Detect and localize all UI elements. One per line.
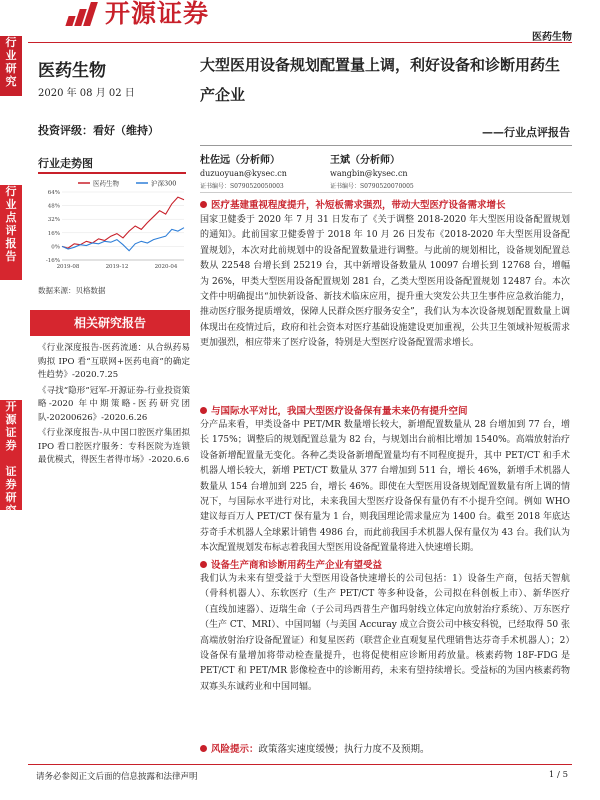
x-tick-label: 2019-08 (56, 264, 80, 270)
side-tab-char: 究 (5, 504, 17, 517)
section-body: 我们认为未来有望受益于大型医用设备快速增长的公司包括：1）设备生产商，包括天智航（骨科机器人）、东软医疗（生产 PET/CT 等多种设备，公司拟在科创板上市）、新华医疗（直线加速器）、迈瑞生命（子公司玛西普生产伽玛射线立体定向放射治疗系统）、万东医疗（生产 CT、MRI）、中国同辐（与美国 Accuray 成立合资公司中核安科锐，已经取得 50 张高端放射治疗设备配置证）和复星医药（联营企业直观复星代理销售达芬奇手术机器人）；2）设备保有量增加将带动检查量提升，也将促使相应诊断用药放量。核素药物 18F-FDG 是 PET/CT 和 PET/MR 影像检查中的诊断用药，未来有望持续增长。受益标的为国内核素药物双寡头东诚药业和中国同辐。 (200, 574, 570, 692)
legend-label: 医药生物 (93, 179, 119, 188)
report-subtitle: ——行业点评报告 (482, 126, 570, 139)
y-tick-label: 64% (47, 190, 60, 196)
y-tick-label: 48% (47, 203, 60, 210)
side-tab-char: 券 (5, 478, 17, 491)
brand-logo (65, 0, 235, 30)
related-reports-header: 相关研究报告 (30, 310, 190, 336)
side-tab-char: 报 (5, 237, 17, 250)
logo-mark-icon (65, 2, 99, 26)
side-tab-char: 业 (5, 198, 17, 211)
side-tab-char: 业 (5, 49, 17, 62)
side-tab-char: 证 (5, 426, 17, 439)
footer-divider (28, 764, 572, 765)
side-tab-char: 券 (5, 439, 17, 452)
side-tab-char: 究 (5, 75, 17, 88)
brand-name: 开源证券 (105, 0, 210, 28)
section-heading: 与国际水平对比，我国大型医疗设备保有量未来仍有提升空间 (200, 403, 572, 417)
related-reports-list (38, 342, 190, 470)
page-number: 1 / 5 (548, 770, 568, 780)
side-tab-brokerage (0, 400, 22, 543)
analyst-cert: 证书编号：S0790520050003 (200, 183, 284, 190)
analyst-name: 王斌（分析师） (330, 155, 400, 166)
series-line (62, 197, 184, 248)
series-line (62, 228, 184, 251)
related-report-link[interactable]: 《行业深度报告-从中国口腔医疗集团拟 IPO 看口腔医疗服务：专科医院为连锁最优模式，得医生者得市场》-2020.6.6 (38, 428, 190, 465)
footer-disclaimer[interactable]: 请务必参阅正文后面的信息披露和法律声明 (36, 772, 198, 782)
analyst-divider (200, 192, 572, 193)
trend-chart (38, 176, 188, 276)
investment-rating: 投资评级：看好（维持） (38, 124, 159, 137)
title-divider (200, 145, 572, 146)
trend-chart-title: 行业走势图 (38, 157, 93, 170)
bullet-icon (200, 561, 207, 568)
side-tab-char: 研 (5, 491, 17, 504)
related-report-link[interactable]: 《寻找“隐形”冠军-开源证券-行业投资策略-2020 年中期策略-医药研究团队-20200626》-2020.6.26 (38, 385, 190, 423)
side-tab-char: 行 (5, 36, 17, 49)
sector-name: 医药生物 (38, 61, 106, 81)
section-heading: 设备生产商和诊断用药生产企业有望受益 (200, 557, 572, 571)
side-tab-char: 点 (5, 211, 17, 224)
bullet-icon (200, 201, 207, 208)
side-tab-char: 评 (5, 224, 17, 237)
chart-source: 数据来源：贝格数据 (38, 286, 106, 295)
side-tab-char (0, 452, 22, 465)
y-tick-label: 32% (47, 217, 60, 224)
legend-label: 沪深300 (151, 179, 177, 188)
side-tab-report-type (0, 185, 22, 280)
report-date: 2020 年 08 月 02 日 (38, 88, 135, 99)
risk-text: 政策落实速度缓慢；执行力度不及预期。 (258, 744, 430, 755)
side-tab-industry-research (0, 36, 22, 96)
side-tab-char: 报 (5, 517, 17, 530)
y-tick-label: 0% (51, 244, 60, 251)
header-divider (28, 42, 572, 43)
section-body: 分产品来看，甲类设备中 PET/MR 数量增长较大，新增配置数量从 28 台增加到 77 台，增长 175%；调整后的规划配置总量为 82 台，与规划出台前相比增加 1540%。高端放射治疗设备新增配置量无变化。各种乙类设备新增配置量均有不同程度提升，其中 PET/CT 和手术机器人增长较大，新增 PET/CT 数量从 377 台增加到 511 台，增长 46%，新增手术机器人数量从 154 台增加到 225 台，增长 46%。即使在大型医用设备规划配置数量有所上调的情况下，与国际水平进行对比，未来我国大型医疗设备保有量仍有不小提升空间。例如 WHO 建议每百万人 PET/CT 保有量为 1 台，则我国理论需求量应为 1400 台。截至 2018 年底达芬奇手术机器人全球累计销售 4986 台，而此前我国手术机器人保有量仅为 43 台。我们认为本次配置规划发布标志着我国大型医用设备配置量将进入快速增长期。 (200, 420, 570, 554)
y-tick-label: 16% (47, 230, 60, 237)
risk-label: 风险提示： (211, 744, 259, 755)
analyst-name: 杜佐远（分析师） (200, 155, 280, 166)
side-tab-char: 研 (5, 62, 17, 75)
side-tab-char: 开 (5, 400, 17, 413)
bullet-icon (200, 407, 207, 414)
analyst-email[interactable]: duzuoyuan@kysec.cn (200, 169, 287, 178)
side-tab-char: 告 (5, 250, 17, 263)
side-tab-char: 告 (5, 530, 17, 543)
report-title: 大型医用设备规划配置量上调，利好设备和诊断用药生产企业 (200, 56, 561, 104)
header-category: 医药生物 (532, 32, 572, 43)
analyst-card (200, 154, 287, 193)
trend-title-underline (38, 172, 186, 174)
x-tick-label: 2020-04 (154, 264, 178, 270)
risk-notice (200, 741, 430, 755)
bullet-icon (200, 745, 207, 752)
side-tab-char: 源 (5, 413, 17, 426)
section-heading: 医疗基建重视程度提升，补短板需求强烈，带动大型医疗设备需求增长 (200, 197, 572, 211)
analyst-email[interactable]: wangbin@kysec.cn (330, 169, 408, 178)
analyst-card (330, 154, 414, 193)
side-tab-char: 行 (5, 185, 17, 198)
related-report-link[interactable]: 《行业深度报告-医药流通：从合纵药易购拟 IPO 看“互联网+医药电商”的确定性趋势》-2020.7.25 (38, 343, 190, 380)
x-tick-label: 2019-12 (105, 264, 129, 270)
analyst-cert: 证书编号：S0790520070005 (330, 183, 414, 190)
section-body: 国家卫健委于 2020 年 7 月 31 日发布了《关于调整 2018-2020 年大型医用设备配置规划的通知》。此前国家卫健委曾于 2018 年 10 月 26 日发布《2018-2020 年大型医用设备配置规划》，本次对此前规划中的设备配置数量进行调整。与此前的规划相比，设备规划配置总数从 22548 台增长到 25219 台，其中新增设备数量从 10097 台增长到 12768 台，增幅为 26%，甲类大型医用设备配置规划 281 台，乙类大型医用设备配置规划 12487 台。本次文件中明确提出“加快新设备、新技术临床应用，提升重大突发公共卫生事件应急救治能力，推动医疗服务提质增效，保障人民群众医疗服务安全”，我们认为本次设备规划配置数量上调体现出在疫情过后，政府和社会资本对医疗基础设施建设更加重视，公共卫生领域补短板需求更加强烈，相应带来了医疗设备，特别是大型医疗设备配置需求增长。 (200, 215, 570, 349)
side-tab-char: 证 (5, 465, 17, 478)
y-tick-label: -16% (45, 258, 60, 264)
